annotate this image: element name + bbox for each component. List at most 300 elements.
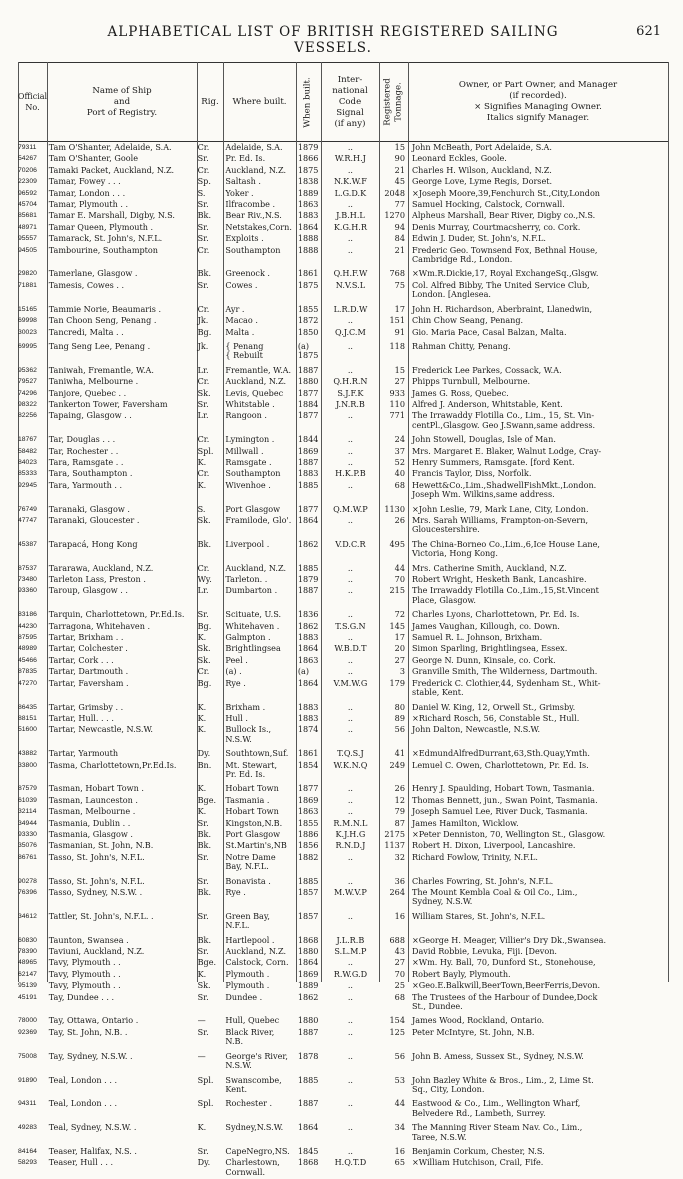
when-built-cell: 1861 <box>297 749 319 759</box>
official-no-cell: 69995 <box>18 342 37 350</box>
where-built-cell: Millwall . <box>225 446 264 456</box>
table-row <box>18 644 668 653</box>
table-row <box>18 505 668 514</box>
table-row <box>18 725 668 744</box>
official-no-cell: 62147 <box>18 970 37 978</box>
owner-cell: Simon Sparling, Brightlingsea, Essex. <box>411 644 568 654</box>
official-no-cell: 90278 <box>18 877 37 885</box>
code-signal-cell: .. <box>347 981 353 991</box>
ship-name-cell: Tapaing, Glasgow . . <box>48 411 132 421</box>
rig-cell: Bk. <box>197 539 212 549</box>
ship-name-cell: Tanjore, Quebec . . <box>48 388 127 398</box>
table-row <box>18 458 668 467</box>
code-signal-cell: H.Q.T.D <box>334 1158 367 1168</box>
ship-name-cell: Tara, Southampton . <box>48 469 133 479</box>
rig-cell: Bk. <box>197 269 212 279</box>
rig-cell: Sr. <box>197 234 209 244</box>
tonnage-cell: 72 <box>394 610 405 620</box>
rig-cell: Dy. <box>197 749 211 759</box>
ship-name-cell: Tam O'Shanter, Goole <box>48 154 139 164</box>
code-signal-cell: L.G.D.K <box>334 188 367 198</box>
ship-name-cell: Tasso, St. John's, N.F.L. <box>48 852 145 862</box>
where-built-cell: Adelaide, S.A. <box>225 143 283 152</box>
official-no-cell: 48971 <box>18 223 37 231</box>
code-signal-cell: W.R.H.J <box>334 154 366 164</box>
where-built-cell: Rangoon . <box>225 411 268 421</box>
owner-cell: James G. Ross, Quebec. <box>411 388 509 398</box>
header-owner: Owner, or Part Owner, and Manager (if recorded). × Signifies Managing Owner. Italics signify Manager. <box>458 80 618 123</box>
rig-cell: Bn. <box>197 760 212 770</box>
ship-name-cell: Tamar E. Marshall, Digby, N.S. <box>48 211 175 221</box>
owner-cell: The Mount Kembla Coal & Oil Co., Lim., Sydney, N.S.W. <box>411 888 578 907</box>
where-built-cell: Kingston,N.B. <box>225 818 283 828</box>
owner-cell: Mrs. Sarah Williams, Frampton-on-Severn, Gloucestershire. <box>411 516 589 535</box>
ship-name-cell: Tarleton Lass, Preston . <box>48 575 146 585</box>
when-built-cell: 1888 <box>297 234 319 244</box>
table-row <box>18 1028 668 1047</box>
where-built-cell: Framilode, Glo'. <box>225 516 292 525</box>
ship-name-cell: Teaser, Hull . . . <box>48 1158 114 1168</box>
when-built-cell: 1844 <box>297 435 319 445</box>
when-built-cell: 1889 <box>297 981 319 991</box>
when-built-cell: 1887 <box>297 457 319 467</box>
owner-cell: Joseph Samuel Lee, River Duck, Tasmania. <box>411 807 588 817</box>
where-built-cell: Port Glasgow <box>225 504 281 514</box>
header-code-signal: Inter- national Code Signal (if any) <box>332 74 368 129</box>
when-built-cell: 1880 <box>297 947 319 957</box>
owner-cell: ×John Leslie, 79, Mark Lane, City, London. <box>411 504 589 514</box>
where-built-cell: Swanscombe, Kent. <box>225 1075 282 1094</box>
owner-cell: ×EdmundAlfredDurrant,63,Sth.Quay,Ymth. <box>411 749 590 759</box>
when-built-cell: 1856 <box>297 841 319 851</box>
where-built-cell: Sydney,N.S.W. <box>225 1123 284 1133</box>
tonnage-cell: 151 <box>389 316 405 326</box>
table-row <box>18 211 668 220</box>
tonnage-cell: 27 <box>394 377 405 387</box>
ship-name-cell: Tam O'Shanter, Adelaide, S.A. <box>48 143 172 152</box>
where-built-cell: Lymington . <box>225 435 275 445</box>
owner-cell: Charles Fowring, St. John's, N.F.L. <box>411 876 554 886</box>
table-row <box>18 970 668 979</box>
owner-cell: Samuel R. L. Johnson, Brixham. <box>411 633 543 643</box>
official-no-cell: 48965 <box>18 959 37 967</box>
official-no-cell: 69998 <box>18 317 37 325</box>
where-built-cell: Dundee . <box>225 992 263 1002</box>
official-no-cell: 78000 <box>18 1017 37 1025</box>
when-built-cell: 1886 <box>297 829 319 839</box>
official-no-cell: 49283 <box>18 1124 37 1132</box>
table-row <box>18 143 668 152</box>
code-signal-cell: .. <box>347 234 353 244</box>
owner-cell: James Wood, Rockland, Ontario. <box>411 1016 545 1026</box>
when-built-cell: 1864 <box>297 958 319 968</box>
table-row <box>18 947 668 956</box>
ship-name-cell: Tay, St. John, N.B. . <box>48 1027 128 1037</box>
rig-cell: Bg. <box>197 621 212 631</box>
ship-name-cell: Tamar Queen, Plymouth . <box>48 222 154 232</box>
header-tonnage: Registered Tonnage. <box>382 78 404 126</box>
official-no-cell: 45704 <box>18 201 37 209</box>
table-row <box>18 936 668 945</box>
where-built-cell: Tarleton. . <box>225 575 268 585</box>
when-built-cell: 1864 <box>297 516 319 525</box>
where-built-cell: Auckland, N.Z. <box>225 563 287 573</box>
rig-cell: Wy. <box>197 575 212 585</box>
ship-name-cell: Tamar, Fowey . . . <box>48 177 121 187</box>
table-row <box>18 177 668 186</box>
where-built-cell: Hull . <box>225 713 248 723</box>
ship-name-cell: Tarragona, Whitehaven . <box>48 621 151 631</box>
table-row <box>18 389 668 398</box>
ship-name-cell: Tarquin, Charlottetown, Pr.Ed.Is. <box>48 610 185 620</box>
table-row <box>18 888 668 907</box>
where-built-cell: Plymouth . <box>225 969 270 979</box>
code-signal-cell: W.B.D.T <box>334 644 367 654</box>
table-row <box>18 807 668 816</box>
rig-cell: Sk. <box>197 516 211 525</box>
ship-name-cell: Taunton, Swansea . <box>48 935 129 945</box>
when-built-cell: 1836 <box>297 610 319 620</box>
table-row <box>18 540 668 559</box>
table-row <box>18 269 668 278</box>
when-built-cell: 1862 <box>297 539 319 549</box>
official-no-cell: 29820 <box>18 270 37 278</box>
official-no-cell: 87595 <box>18 634 37 642</box>
where-built-cell: Charlestown, Cornwall. <box>225 1158 280 1177</box>
owner-cell: Robert H. Dixon, Liverpool, Lancashire. <box>411 841 576 851</box>
when-built-cell: 1864 <box>297 222 319 232</box>
table-row <box>18 912 668 931</box>
tonnage-cell: 933 <box>389 388 405 398</box>
code-signal-cell: .. <box>347 852 353 862</box>
owner-cell: Alfred J. Anderson, Whitstable, Kent. <box>411 399 563 409</box>
table-row <box>18 586 668 605</box>
official-no-cell: 86435 <box>18 703 37 711</box>
when-built-cell: 1838 <box>297 177 319 187</box>
code-signal-cell: R.M.N.L <box>333 818 368 828</box>
owner-cell: Frederick C. Clothier,44, Sydenham St., Whit- stable, Kent. <box>411 678 601 698</box>
code-signal-cell: .. <box>347 992 353 1002</box>
rig-cell: Bk. <box>197 829 212 839</box>
where-built-cell: Rye . <box>225 678 246 688</box>
rig-cell: Bk. <box>197 888 212 897</box>
when-built-cell: 1863 <box>297 807 319 817</box>
where-built-cell: Yoker . <box>225 188 254 198</box>
where-built-cell: Whitehaven . <box>225 621 280 631</box>
ship-name-cell: Tancredi, Malta . . <box>48 327 124 337</box>
ship-name-cell: Tan Choon Seng, Penang . <box>48 316 157 326</box>
official-no-cell: 95139 <box>18 982 37 990</box>
official-no-cell: 91890 <box>18 1076 37 1084</box>
tonnage-cell: 56 <box>394 1051 405 1061</box>
tonnage-cell: 771 <box>389 411 405 421</box>
table-row <box>18 447 668 456</box>
rig-cell: Cr. <box>197 377 210 387</box>
ship-name-cell: Tartar, Yarmouth <box>48 749 119 759</box>
when-built-cell: 1883 <box>297 469 319 479</box>
header-official-no: Official No. <box>17 92 48 112</box>
tonnage-cell: 118 <box>389 341 405 351</box>
tonnage-cell: 91 <box>394 327 405 337</box>
tonnage-cell: 53 <box>394 1075 405 1085</box>
owner-cell: Peter McIntyre, St. John, N.B. <box>411 1027 535 1037</box>
ship-name-cell: Tamaki Packet, Auckland, N.Z. <box>48 165 175 175</box>
where-built-cell: Galmpton . <box>225 633 271 643</box>
table-row <box>18 377 668 386</box>
page-header <box>0 24 683 56</box>
owner-cell: Samuel Hocking, Calstock, Cornwall. <box>411 200 565 210</box>
code-signal-cell: .. <box>347 341 353 351</box>
where-built-cell: Pr. Ed. Is. <box>225 154 266 164</box>
ship-name-cell: Tartar, Newcastle, N.S.W. <box>48 725 153 735</box>
code-signal-cell: .. <box>347 480 353 490</box>
code-signal-cell: Q.H.R.N <box>333 377 368 387</box>
owner-cell: Benjamin Corkum, Chester, N.S. <box>411 1146 545 1156</box>
rig-cell: Sr. <box>197 399 209 409</box>
when-built-cell: 1869 <box>297 446 319 456</box>
where-built-cell: Southampton <box>225 245 281 255</box>
ship-name-cell: Tartar, Brixham . . <box>48 633 124 643</box>
official-no-cell: 34944 <box>18 819 37 827</box>
official-no-cell: 84023 <box>18 458 37 466</box>
tonnage-cell: 70 <box>394 575 405 585</box>
code-signal-cell: .. <box>347 633 353 643</box>
where-built-cell: Southampton <box>225 469 281 479</box>
tonnage-cell: 2048 <box>384 188 405 198</box>
owner-cell: George Love, Lyme Regis, Dorset. <box>411 177 553 187</box>
code-signal-cell: .. <box>347 563 353 573</box>
code-signal-cell: .. <box>347 457 353 467</box>
ship-name-cell: Teal, Sydney, N.S.W. . <box>48 1123 137 1133</box>
official-no-cell: 87537 <box>18 564 37 572</box>
page-number: 621 <box>636 24 661 39</box>
rig-cell: K. <box>197 784 207 794</box>
table-row <box>18 981 668 990</box>
code-signal-cell: .. <box>347 958 353 968</box>
rig-cell: Sr. <box>197 992 209 1002</box>
where-built-cell: Ramsgate . <box>225 457 272 467</box>
ship-name-cell: Tar, Douglas . . . <box>48 435 116 445</box>
ship-name-cell: Tankerton Tower, Faversham <box>48 399 168 409</box>
tonnage-cell: 21 <box>394 165 405 175</box>
code-signal-cell: J.L.R.B <box>336 935 365 945</box>
table-row <box>18 667 668 676</box>
when-built-cell: 1882 <box>297 852 319 862</box>
tonnage-cell: 87 <box>394 818 405 828</box>
tonnage-cell: 15 <box>394 143 405 152</box>
table-row <box>18 714 668 723</box>
where-built-cell: Fremantle, W.A. <box>225 365 292 375</box>
tonnage-cell: 45 <box>394 177 405 187</box>
table-row <box>18 316 668 325</box>
owner-cell: The Irrawaddy Flotilla Co., Lim., 15, St. Vin- centPl.,Glasgow. Geo J.Swann,same address. <box>411 411 596 430</box>
tonnage-cell: 26 <box>394 784 405 794</box>
official-no-cell: 85681 <box>18 212 37 220</box>
where-built-cell: Auckland, N.Z. <box>225 947 287 957</box>
when-built-cell: 1884 <box>297 399 319 409</box>
rig-cell: Sr. <box>197 1146 209 1156</box>
owner-cell: The Manning River Steam Nav. Co., Lim., Taree, N.S.W. <box>411 1123 583 1142</box>
official-no-cell: 22309 <box>18 178 37 186</box>
owner-cell: Denis Murray, Courtmacsherry, co. Cork. <box>411 222 581 232</box>
owner-cell: Daniel W. King, 12, Orwell St., Grimsby. <box>411 702 576 712</box>
tonnage-cell: 1130 <box>384 504 405 514</box>
official-no-cell: 94505 <box>18 246 37 254</box>
rig-cell: Cr. <box>197 667 210 677</box>
rig-cell: Bg. <box>197 327 212 337</box>
owner-cell: The Trustees of the Harbour of Dundee,Dock St., Dundee. <box>411 992 598 1012</box>
when-built-cell: 1887 <box>297 1099 319 1109</box>
ship-name-cell: Tartar, Grimsby . . <box>48 702 124 712</box>
table-row <box>18 853 668 872</box>
tonnage-cell: 27 <box>394 958 405 968</box>
official-no-cell: 74296 <box>18 389 37 397</box>
table-row <box>18 679 668 698</box>
owner-cell: ×William Hutchison, Crail, Fife. <box>411 1158 544 1168</box>
tonnage-cell: 3 <box>399 667 405 677</box>
tonnage-cell: 768 <box>389 269 405 279</box>
code-signal-cell: .. <box>347 1146 353 1156</box>
code-signal-cell: .. <box>347 411 353 421</box>
code-signal-cell: S.L.M.P <box>334 947 367 957</box>
ship-name-cell: Teaser, Halifax, N.S. . <box>48 1146 137 1156</box>
owner-cell: Francis Taylor, Diss, Norfolk. <box>411 469 532 479</box>
when-built-cell: (a) <box>297 667 309 677</box>
table-row <box>18 877 668 886</box>
ship-name-cell: Tartar, Dartmouth . <box>48 667 129 677</box>
owner-cell: ×Joseph Moore,39,Fenchurch St.,City,London <box>411 188 601 198</box>
when-built-cell: 1872 <box>297 316 319 326</box>
where-built-cell: Tasmania . <box>225 795 270 805</box>
tonnage-cell: 125 <box>389 1027 405 1037</box>
tonnage-cell: 52 <box>394 457 405 467</box>
ship-name-cell: Tara, Ramsgate . . <box>48 457 124 467</box>
rig-cell: Sr. <box>197 610 209 620</box>
code-signal-cell: .. <box>347 365 353 375</box>
code-signal-cell: .. <box>347 1099 353 1109</box>
table-row <box>18 749 668 758</box>
ship-name-cell: Tartar, Colchester . <box>48 644 128 654</box>
official-no-cell: 54267 <box>18 155 37 163</box>
owner-cell: Gio. Maria Pace, Casal Balzan, Malta. <box>411 327 567 337</box>
table-row <box>18 1052 668 1071</box>
when-built-cell: 1880 <box>297 1016 319 1026</box>
code-signal-cell: .. <box>347 143 353 152</box>
when-built-cell: 1883 <box>297 702 319 712</box>
tonnage-cell: 249 <box>389 760 405 770</box>
owner-cell: John McBeath, Port Adelaide, S.A. <box>411 143 552 152</box>
tonnage-cell: 70 <box>394 969 405 979</box>
when-built-cell: 1877 <box>297 504 319 514</box>
when-built-cell: 1855 <box>297 304 319 314</box>
ship-name-cell: Tar, Rochester . . <box>48 446 119 456</box>
rig-cell: K. <box>197 713 207 723</box>
rig-cell: Spl. <box>197 1075 214 1085</box>
official-no-cell: 75008 <box>18 1052 37 1060</box>
where-built-cell: Auckland, N.Z. <box>225 165 287 175</box>
header-ship-name: Name of Ship and Port of Registry. <box>86 85 158 118</box>
when-built-cell: 1880 <box>297 377 319 387</box>
code-signal-cell: M.W.V.P <box>334 888 367 897</box>
code-signal-cell: .. <box>347 876 353 886</box>
when-built-cell: 1885 <box>297 480 319 490</box>
when-built-cell: 1854 <box>297 760 319 770</box>
where-built-cell: Bear Riv.,N.S. <box>225 211 282 221</box>
table-row <box>18 189 668 198</box>
where-built-cell: Whitstable . <box>225 399 275 409</box>
official-no-cell: 92945 <box>18 481 37 489</box>
ship-name-cell: Tasmanian, St. John, N.B. <box>48 841 154 851</box>
rig-cell: Sr. <box>197 911 209 921</box>
owner-cell: Col. Alfred Bibby, The United Service Club, London. [Anglesea. <box>411 280 590 300</box>
rig-cell: Sp. <box>197 177 211 187</box>
tonnage-cell: 264 <box>389 888 405 897</box>
official-no-cell: 45387 <box>18 540 37 548</box>
code-signal-cell: Q.H.F.W <box>333 269 368 279</box>
owner-cell: John B. Amess, Sussex St., Sydney, N.S.W. <box>411 1051 584 1061</box>
rig-cell: Sr. <box>197 222 209 232</box>
code-signal-cell: K.G.H.R <box>333 222 367 232</box>
tonnage-cell: 75 <box>394 280 405 290</box>
where-built-cell: Southtown,Suf. <box>225 749 289 759</box>
where-built-cell: Exploits . <box>225 234 264 244</box>
ship-name-cell: Taranaki, Gloucester . <box>48 516 140 525</box>
where-built-cell: Liverpool . <box>225 539 270 549</box>
where-built-cell: St.Martin's,NB <box>225 841 287 851</box>
code-signal-cell: .. <box>347 435 353 445</box>
table-row <box>18 1158 668 1177</box>
where-built-cell: Plymouth . <box>225 981 270 991</box>
table-row <box>18 564 668 573</box>
official-no-cell: 82256 <box>18 412 37 420</box>
rig-cell: S. <box>197 504 206 514</box>
tonnage-cell: 215 <box>389 586 405 596</box>
rig-cell: K. <box>197 725 207 735</box>
where-built-cell: Peel . <box>225 655 248 665</box>
table-row <box>18 246 668 265</box>
owner-cell: Leonard Eckles, Goole. <box>411 154 507 164</box>
where-built-cell: Rye . <box>225 888 246 897</box>
owner-cell: John H. Richardson, Aberbraint, Llanedwin, <box>411 304 593 314</box>
code-signal-cell: .. <box>347 200 353 210</box>
table-row <box>18 305 668 314</box>
page-title: ALPHABETICAL LIST OF BRITISH REGISTERED SAILING VESSELS. <box>107 24 559 56</box>
official-no-cell: 48989 <box>18 645 37 653</box>
when-built-cell: 1883 <box>297 211 319 221</box>
owner-cell: Rahman Chitty, Penang. <box>411 341 511 351</box>
code-signal-cell: .. <box>347 1027 353 1037</box>
code-signal-cell: V.M.W.G <box>333 678 368 688</box>
tonnage-cell: 15 <box>394 365 405 375</box>
owner-cell: Mrs. Margaret E. Blaker, Walnut Lodge, Cray- <box>411 446 602 456</box>
tonnage-cell: 44 <box>394 563 405 573</box>
rig-cell: Lr. <box>197 365 209 375</box>
when-built-cell: 1883 <box>297 713 319 723</box>
table-row <box>18 411 668 430</box>
code-signal-cell: .. <box>347 245 353 255</box>
rig-cell: — <box>197 1016 206 1026</box>
rig-cell: Sk. <box>197 644 211 654</box>
rig-cell: Jk. <box>197 316 209 326</box>
code-signal-cell: .. <box>347 795 353 805</box>
table-row <box>18 830 668 839</box>
owner-cell: The China-Borneo Co.,Lim.,6,Ice House Lane, Victoria, Hong Kong. <box>411 539 600 559</box>
owner-cell: James Vaughan, Killough, co. Down. <box>411 621 560 631</box>
official-no-cell: 30023 <box>18 328 37 336</box>
official-no-cell: 58293 <box>18 1159 37 1167</box>
tonnage-cell: 17 <box>394 304 405 314</box>
ship-name-cell: Tay, Sydney, N.S.W. . <box>48 1051 133 1061</box>
